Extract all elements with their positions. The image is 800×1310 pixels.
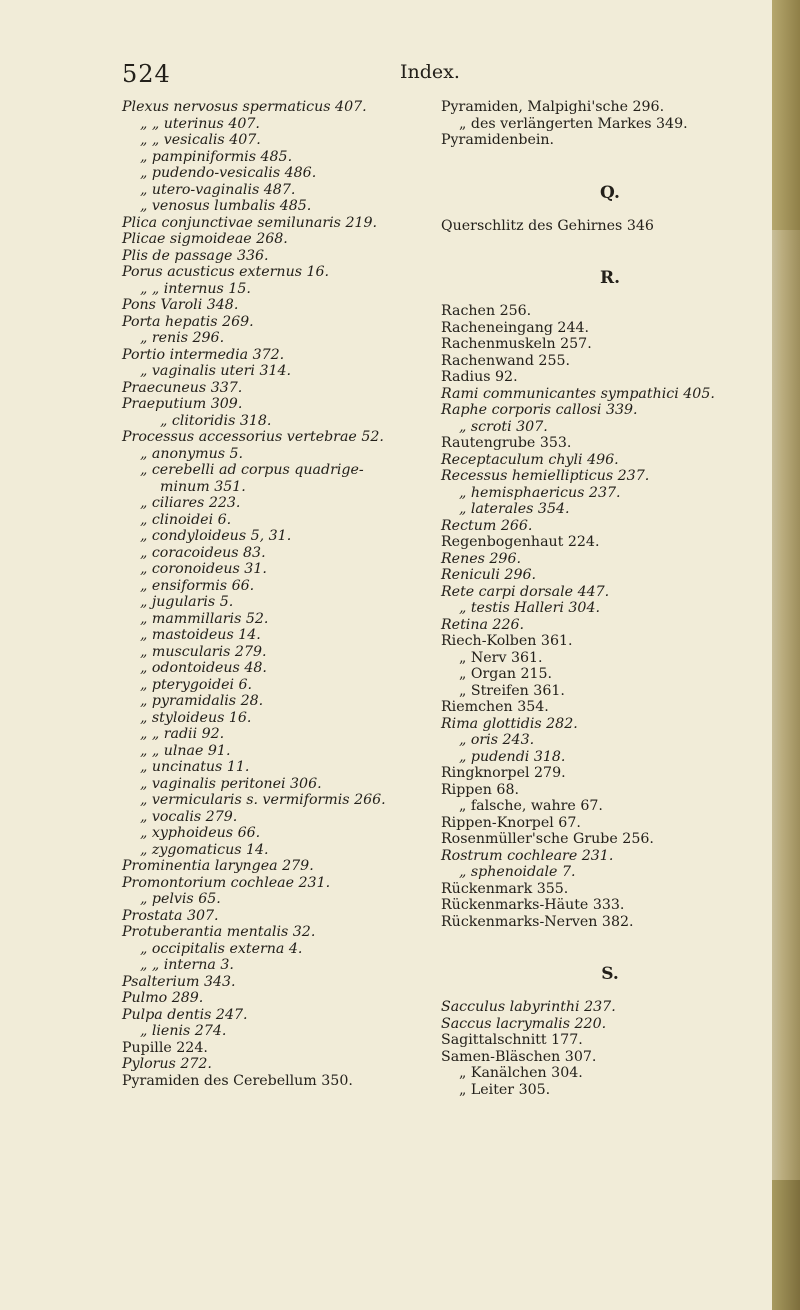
index-entry: Prostata 307. [122, 907, 219, 924]
index-entry: Rippen 68. [441, 781, 519, 798]
index-entry: Rosenmüller'sche Grube 256. [441, 831, 654, 847]
index-entry: Regenbogenhaut 224. [441, 534, 600, 550]
index-entry: „ mammillaris 52. [140, 610, 269, 627]
index-entry: Rautengrube 353. [441, 435, 572, 451]
index-entry: „ „ uterinus 407. [140, 115, 260, 132]
index-entry: Retina 226. [441, 616, 525, 633]
book-edge-shadow-bottom [772, 1180, 800, 1310]
index-entry: „ oris 243. [459, 732, 535, 748]
index-entry: Samen-Bläschen 307. [441, 1048, 597, 1065]
section-letter: S. [601, 964, 619, 984]
index-entry: Pylorus 272. [122, 1056, 212, 1072]
index-entry: Pyramiden, Malpighi'sche 296. [441, 99, 665, 115]
index-entry: „ sphenoidale 7. [459, 864, 576, 880]
index-entry: Porta hepatis 269. [122, 313, 254, 330]
index-entry: „ anonymus 5. [140, 445, 244, 462]
section-gap [441, 930, 779, 950]
section-gap [441, 149, 779, 169]
index-entry: „ zygomaticus 14. [140, 841, 269, 858]
index-column-right [441, 99, 779, 1098]
index-entry: Recessus hemiellipticus 237. [441, 468, 650, 484]
index-entry: „ Leiter 305. [459, 1081, 551, 1098]
page-header-title: Index. [400, 61, 460, 83]
index-entry: „ pyramidalis 28. [140, 693, 264, 709]
index-entry: „ vermicularis s. vermiformis 266. [140, 792, 386, 808]
index-entry: Prominentia laryngea 279. [122, 858, 314, 874]
index-entry: Porus acusticus externus 16. [122, 264, 330, 280]
index-entry: „ des verlängerten Markes 349. [459, 115, 688, 132]
index-entry: „ laterales 354. [459, 501, 570, 517]
index-entry: Rami communicantes sympathici 405. [441, 385, 715, 402]
index-entry: „ clinoidei 6. [140, 511, 232, 528]
index-entry: „ ciliares 223. [140, 495, 241, 511]
index-entry: Saccus lacrymalis 220. [441, 1015, 607, 1032]
index-entry: „ cerebelli ad corpus quadrige- [140, 462, 364, 478]
index-entry: Rectum 266. [441, 517, 533, 534]
index-entry: Portio intermedia 372. [122, 346, 285, 363]
index-entry: „ clitoridis 318. [160, 412, 272, 429]
index-entry: Querschlitz des Gehirnes 346 [441, 217, 654, 234]
index-entry: „ Kanälchen 304. [459, 1065, 583, 1081]
index-entry: „ pterygoidei 6. [140, 676, 253, 693]
index-entry: „ Streifen 361. [459, 682, 565, 699]
index-entry: „ lienis 274. [140, 1023, 227, 1039]
index-entry: Radius 92. [441, 369, 518, 385]
index-entry: Pulpa dentis 247. [122, 1006, 248, 1023]
index-entry: Praeputium 309. [122, 396, 243, 412]
index-entry: „ muscularis 279. [140, 643, 267, 660]
index-entry: „ jugularis 5. [140, 594, 234, 610]
index-entry: Rippen-Knorpel 67. [441, 814, 581, 831]
index-entry: Sacculus labyrinthi 237. [441, 999, 616, 1015]
index-entry: Rückenmarks-Häute 333. [441, 897, 625, 913]
index-entry: Pulmo 289. [122, 990, 204, 1006]
index-entry: Processus accessorius vertebrae 52. [122, 429, 384, 445]
index-entry: Plexus nervosus spermaticus 407. [122, 99, 367, 115]
index-entry: Rachenwand 255. [441, 352, 571, 369]
index-entry: Rückenmark 355. [441, 880, 569, 897]
index-entry: Receptaculum chyli 496. [441, 451, 619, 468]
index-entry: „ „ radii 92. [140, 726, 225, 742]
index-entry: Rete carpi dorsale 447. [441, 583, 610, 600]
index-entry: „ „ vesicalis 407. [140, 132, 261, 148]
index-entry: Pons Varoli 348. [122, 297, 239, 313]
index-entry: „ „ ulnae 91. [140, 742, 231, 759]
index-entry: „ coracoideus 83. [140, 544, 266, 561]
index-entry: Promontorium cochleae 231. [122, 874, 331, 891]
index-entry: Riech-Kolben 361. [441, 633, 573, 649]
index-entry: Rückenmarks-Nerven 382. [441, 913, 634, 930]
index-entry: „ falsche, wahre 67. [459, 798, 603, 814]
index-entry: „ utero-vaginalis 487. [140, 181, 296, 198]
index-entry: „ vaginalis peritonei 306. [140, 775, 322, 792]
index-entry: Rima glottidis 282. [441, 715, 578, 732]
index-entry: „ testis Halleri 304. [459, 600, 600, 616]
index-entry: „ pudendo-vesicalis 486. [140, 165, 317, 181]
index-entry: „ Nerv 361. [459, 649, 543, 666]
index-entry: Pyramiden des Cerebellum 350. [122, 1072, 353, 1089]
index-entry: Reniculi 296. [441, 567, 537, 583]
index-entry: Plicae sigmoideae 268. [122, 231, 288, 247]
book-edge-shadow-top [772, 0, 800, 230]
index-entry: „ pudendi 318. [459, 748, 566, 765]
index-entry: Pyramidenbein. [441, 132, 555, 148]
index-entry: „ renis 296. [140, 330, 225, 346]
index-entry: Rachen 256. [441, 303, 532, 319]
index-entry: „ hemisphaericus 237. [459, 484, 621, 501]
index-entry: „ odontoideus 48. [140, 660, 267, 676]
index-entry: Pupille 224. [122, 1039, 208, 1056]
index-entry: „ pampiniformis 485. [140, 148, 293, 165]
index-entry: „ vocalis 279. [140, 808, 238, 825]
index-entry: Plis de passage 336. [122, 247, 269, 264]
index-entry: „ Organ 215. [459, 666, 553, 682]
index-entry: „ coronoideus 31. [140, 561, 267, 577]
index-entry: „ „ internus 15. [140, 280, 251, 297]
index-entry: „ venosus lumbalis 485. [140, 198, 312, 214]
index-entry: „ styloideus 16. [140, 709, 252, 726]
index-entry: Racheneingang 244. [441, 319, 590, 336]
section-letter: R. [599, 268, 621, 288]
index-entry: „ scroti 307. [459, 418, 548, 435]
section-letter: Q. [600, 182, 620, 203]
index-entry: Ringknorpel 279. [441, 765, 566, 781]
index-entry: „ „ interna 3. [140, 957, 234, 973]
index-entry: Raphe corporis callosi 339. [441, 402, 638, 418]
index-entry: Praecuneus 337. [122, 379, 243, 396]
index-entry: minum 351. [160, 478, 246, 495]
index-entry: Protuberantia mentalis 32. [122, 924, 316, 940]
index-entry: „ uncinatus 11. [140, 759, 250, 775]
index-entry: Rostrum cochleare 231. [441, 847, 614, 864]
index-entry: „ mastoideus 14. [140, 627, 261, 643]
section-gap [441, 234, 779, 254]
index-entry: „ condyloideus 5, 31. [140, 528, 292, 544]
index-entry: Sagittalschnitt 177. [441, 1032, 583, 1048]
index-entry: „ pelvis 65. [140, 891, 221, 907]
index-entry: Plica conjunctivae semilunaris 219. [122, 214, 378, 231]
index-entry: Rachenmuskeln 257. [441, 336, 592, 352]
index-entry: „ vaginalis uteri 314. [140, 363, 292, 379]
index-entry: „ occipitalis externa 4. [140, 940, 303, 957]
index-column-left [122, 99, 452, 1089]
index-entry: „ ensiformis 66. [140, 577, 255, 594]
index-entry: Riemchen 354. [441, 699, 549, 715]
index-entry: Psalterium 343. [122, 973, 236, 990]
page-number: 524 [122, 60, 171, 88]
index-entry: Renes 296. [441, 550, 521, 567]
index-entry: „ xyphoideus 66. [140, 825, 261, 841]
